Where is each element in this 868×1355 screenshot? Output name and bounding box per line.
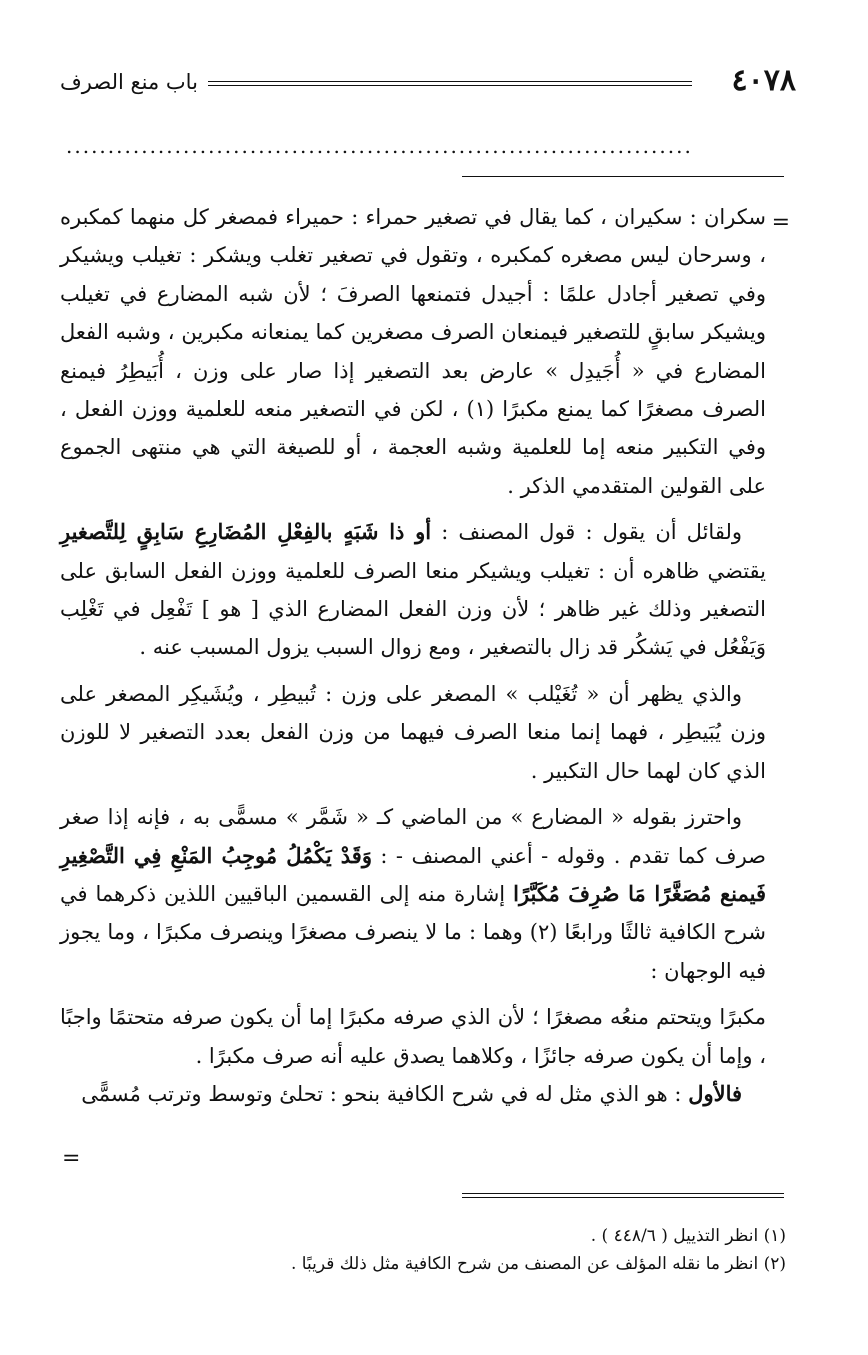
- dotted-separator: ...........................................................................: [66, 136, 693, 156]
- page-header: [60, 62, 796, 102]
- quoted-text: أو ذا شَبَهٍ بالفِعْلِ المُضَارِعِ سَابِقٍ لِلتَّصغيرِ: [60, 519, 432, 545]
- header-rule: [208, 81, 692, 86]
- footnotes: [60, 1222, 786, 1278]
- footnote-rule: [462, 1193, 784, 1198]
- running-title: باب منع الصرف: [60, 70, 198, 94]
- continuation-mark-bottom: =: [62, 1146, 81, 1171]
- footnote: (٢) انظر ما نقله المؤلف عن المصنف من شرح الكافية مثل ذلك قريبًا .: [290, 1254, 786, 1274]
- continuation-mark-top: =: [771, 210, 790, 235]
- paragraph: والذي يظهر أن « تُغَيْلب » المصغر على وزن : تُبيطِر ، ويُشَيكِر المصغر على وزن يُبَيطِر ، فهما إنما منعا الصرف فيهما من وزن الفعل بعدد التصغير لا للوزن الذي كان لهما حال التكبير .: [60, 681, 766, 783]
- paragraph: فالأول : هو الذي مثل له في شرح الكافية بنحو : تحلئ وتوسط وترتب مُسمًّى: [81, 1080, 742, 1106]
- paragraph: سكران : سكيران ، كما يقال في تصغير حمراء : حميراء فمصغر كل منهما كمكبره ، وسرحان ليس مصغره كمكبره ، وتقول في تصغير تغلب ويشكر : تغيلب ويشيكر وفي تصغير أجادل علمًا : أجيدل فتمنعها الصرفَ ؛ لأن شبه المضارع في تغيلب ويشيكر سابقٍ للتصغير فيمنعان الصرف مصغرين كما يمنعانه مكبرين ، وشبه الفعل المضارع في « أُجَيدِل » عارض بعد التصغير إذا صار على وزن ، أُبَيطِرُ فيمنع الصرف مصغرًا كما يمنع مكبرًا (١) ، لكن في التصغير منعه للعلمية ووزن الفعل ، وفي التكبير منعه إما للعلمية وشبه العجمة ، أو للصيغة التي هي منتهى الجموع على القولين المتقدمي الذكر .: [60, 205, 766, 498]
- page-number: ٤٠٧٨: [731, 63, 796, 98]
- continuation-rule: [462, 176, 784, 177]
- paragraph: واحترز بقوله « المضارع » من الماضي كـ « شَمَّر » مسمًّى به ، فإنه إذا صغر صرف كما تقدم . وقوله - أعني المصنف - : وَقَدْ يَكْمُلُ مُوجِبُ المَنْعِ فِي التَّصْغِيرِ فَيمنع مُصَغَّرًا مَا صُرِفَ مُكَبَّرًا إشارة منه إلى القسمين الباقيين اللذين ذكرهما في شرح الكافية ثالثًا ورابعًا (٢) وهما : ما لا ينصرف مصغرًا وينصرف مكبرًا ، وما يجوز فيه الوجهان :: [60, 805, 766, 983]
- paragraph: مكبرًا ويتحتم منعُه مصغرًا ؛ لأن الذي صرفه مكبرًا إما أن يكون صرفه متحتمًا واجبًا ، وإما أن يكون صرفه جائزًا ، وكلاهما يصدق عليه أنه صرف مكبرًا .: [60, 1005, 766, 1068]
- main-text: [60, 198, 766, 1113]
- quoted-text: وَقَدْ يَكْمُلُ مُوجِبُ المَنْعِ فِي التَّصْغِيرِ فَيمنع مُصَغَّرًا مَا صُرِفَ مُكَبَّرًا: [60, 842, 766, 906]
- footnote: (١) انظر التذييل ( ٤٤٨/٦ ) .: [590, 1226, 786, 1246]
- paragraph: ولقائل أن يقول : قول المصنف : أو ذا شَبَهٍ بالفِعْلِ المُضَارِعِ سَابِقٍ لِلتَّصغيرِ يقتضي ظاهره أن : تغيلب ويشيكر منعا الصرف للعلمية ووزن الفعل السابق على التصغير وذلك غير ظاهر ؛ لأن وزن الفعل المضارع الذي [ هو ] تَفْعِل في تَغْلِب وَيَفْعُل في يَشكُر قد زال بالتصغير ، ومع زوال السبب يزول المسبب عنه .: [60, 519, 766, 660]
- section-lead: فالأول: [688, 1080, 742, 1106]
